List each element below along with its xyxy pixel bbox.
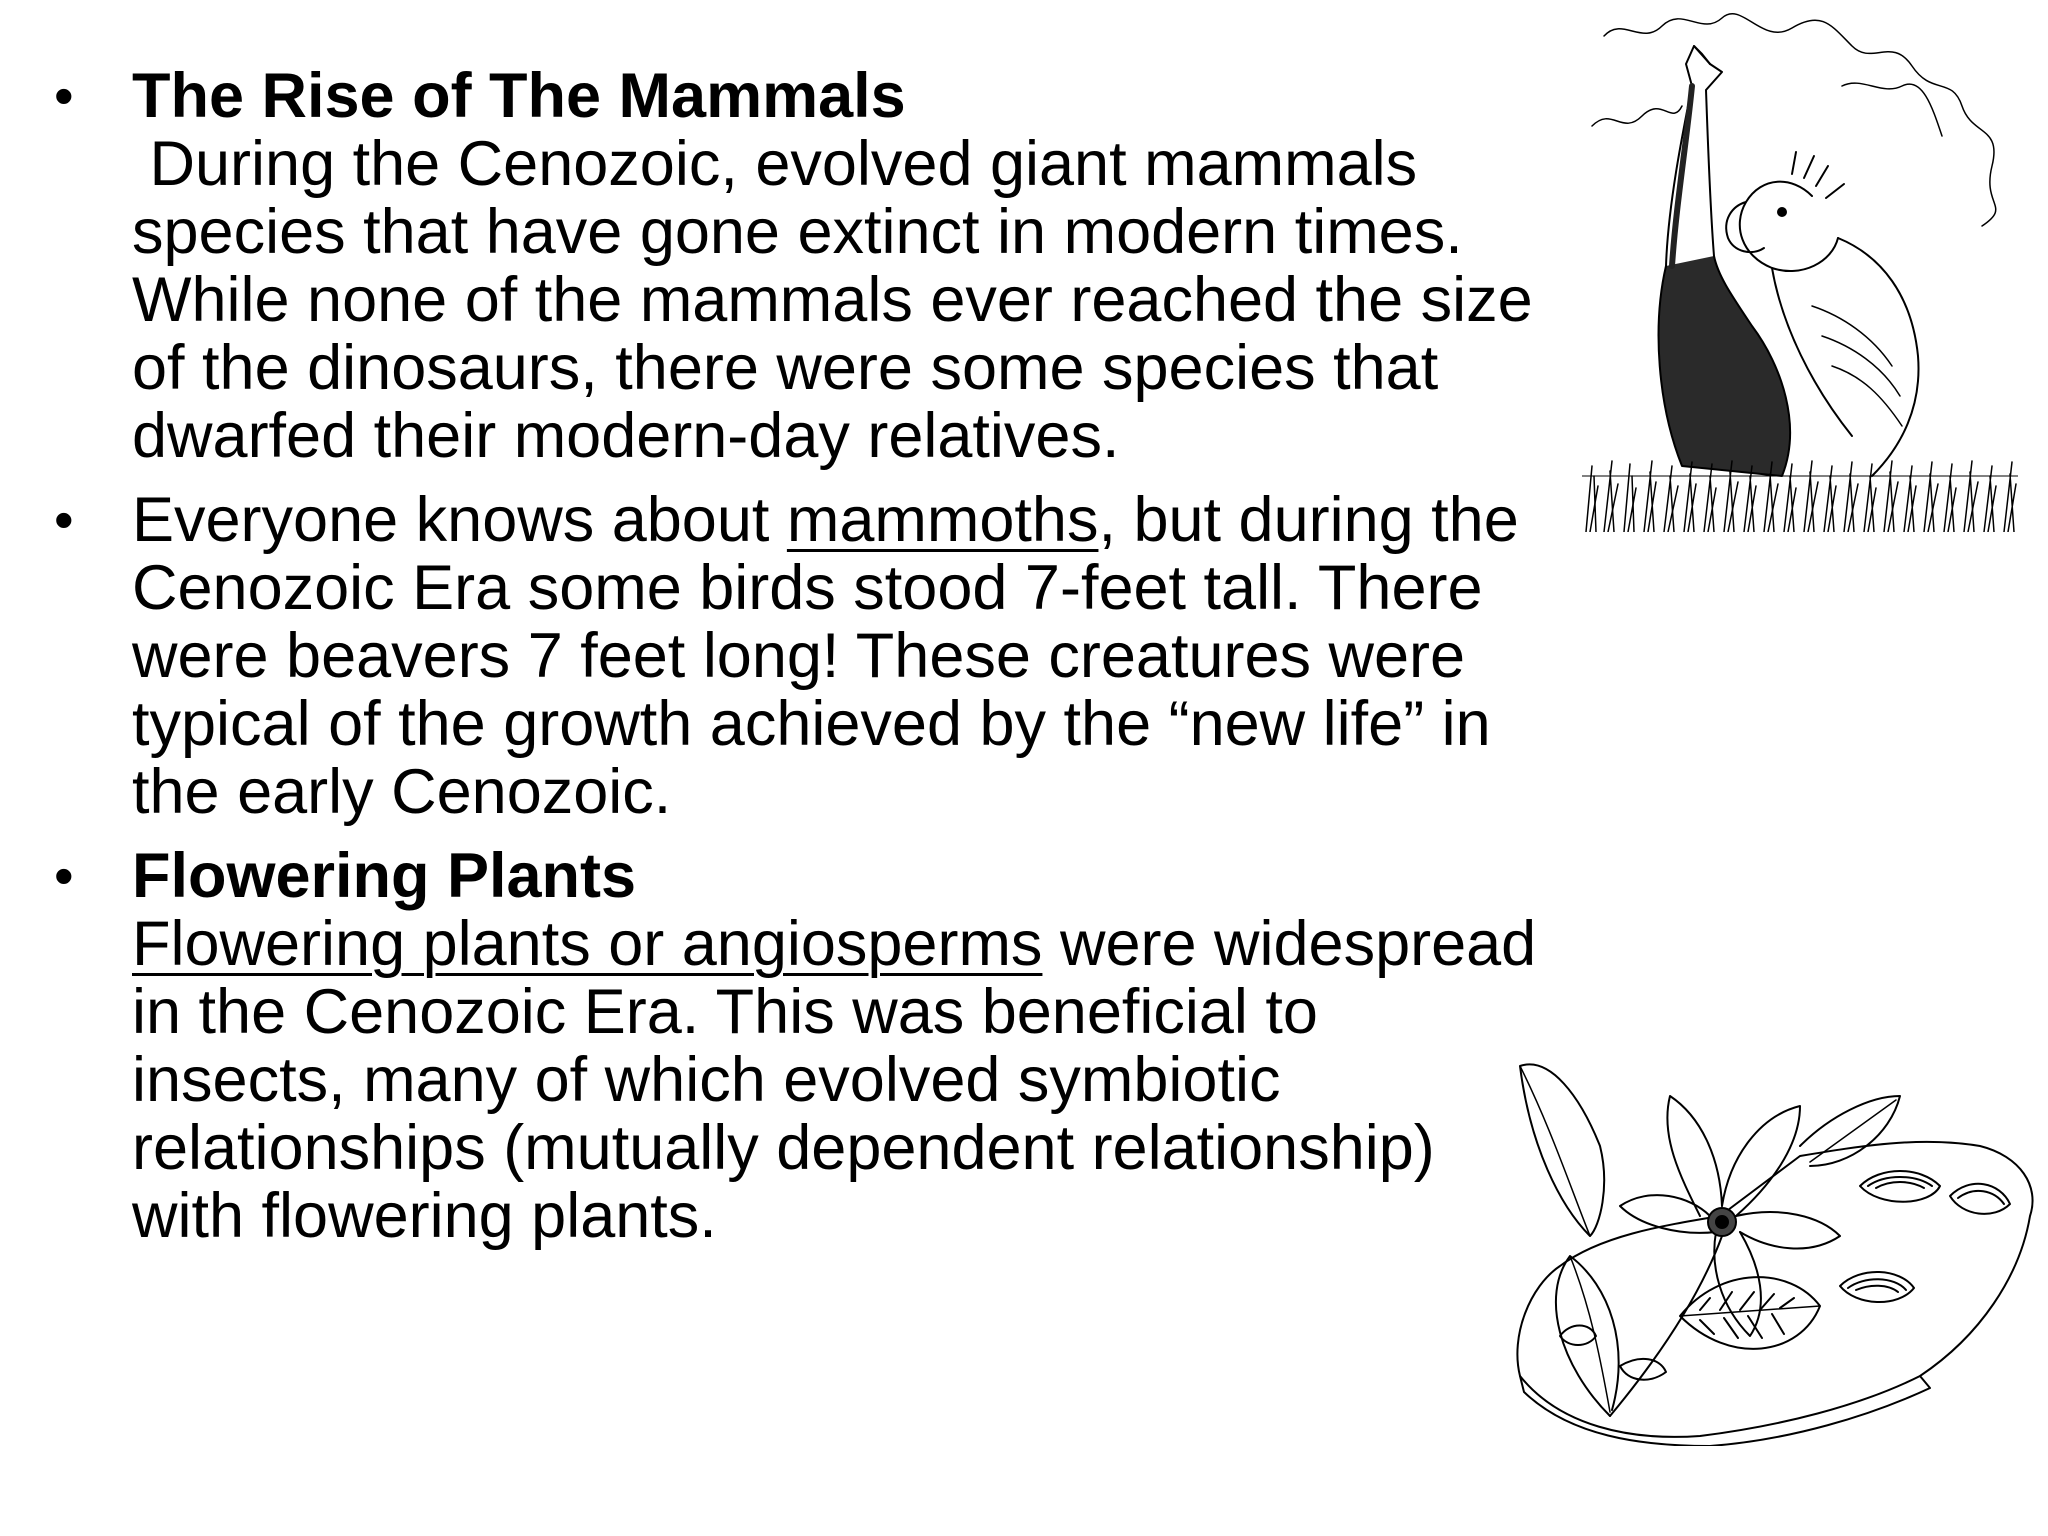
bullet-dot: •	[54, 844, 74, 907]
bullet-mammoths	[48, 486, 1538, 826]
bullet-rise-of-mammals	[48, 61, 1551, 471]
slide-content	[48, 61, 1551, 1266]
heading-flowering-plants: Flowering Plants	[132, 841, 637, 911]
flowering-plants-body: were widespread in the Cenozoic Era. This was beneficial to insects, many of which evolved symbiotic relationships (mutually dependent relationship) with flowering plants.	[132, 909, 1537, 1251]
mammoths-intro-text: Everyone knows about	[132, 485, 787, 555]
mammoths-link[interactable]: mammoths	[786, 485, 1099, 555]
bullet-dot: •	[54, 64, 74, 127]
bullet-dot: •	[54, 488, 74, 551]
flowering-plant-fossil-illustration	[1500, 1036, 2040, 1446]
body-rise-of-mammals: During the Cenozoic, evolved giant mammals species that have gone extinct in modern times. While none of the mammals ever reached the size of the dinosaurs, there were some species that dwarfed their modern-day relatives.	[132, 129, 1551, 471]
mammoths-body-text: , but during the Cenozoic Era some birds stood 7-feet tall. There were beavers 7 feet long! These creatures were typical of the growth achieved by the “new life” in the early Cenozoic.	[132, 485, 1519, 827]
giant-bird-illustration	[1582, 6, 2018, 532]
bullet-flowering-plants	[48, 842, 1538, 1250]
heading-rise-of-mammals: The Rise of The Mammals	[132, 61, 906, 131]
angiosperms-link[interactable]: Flowering plants or angiosperms	[132, 909, 1043, 979]
